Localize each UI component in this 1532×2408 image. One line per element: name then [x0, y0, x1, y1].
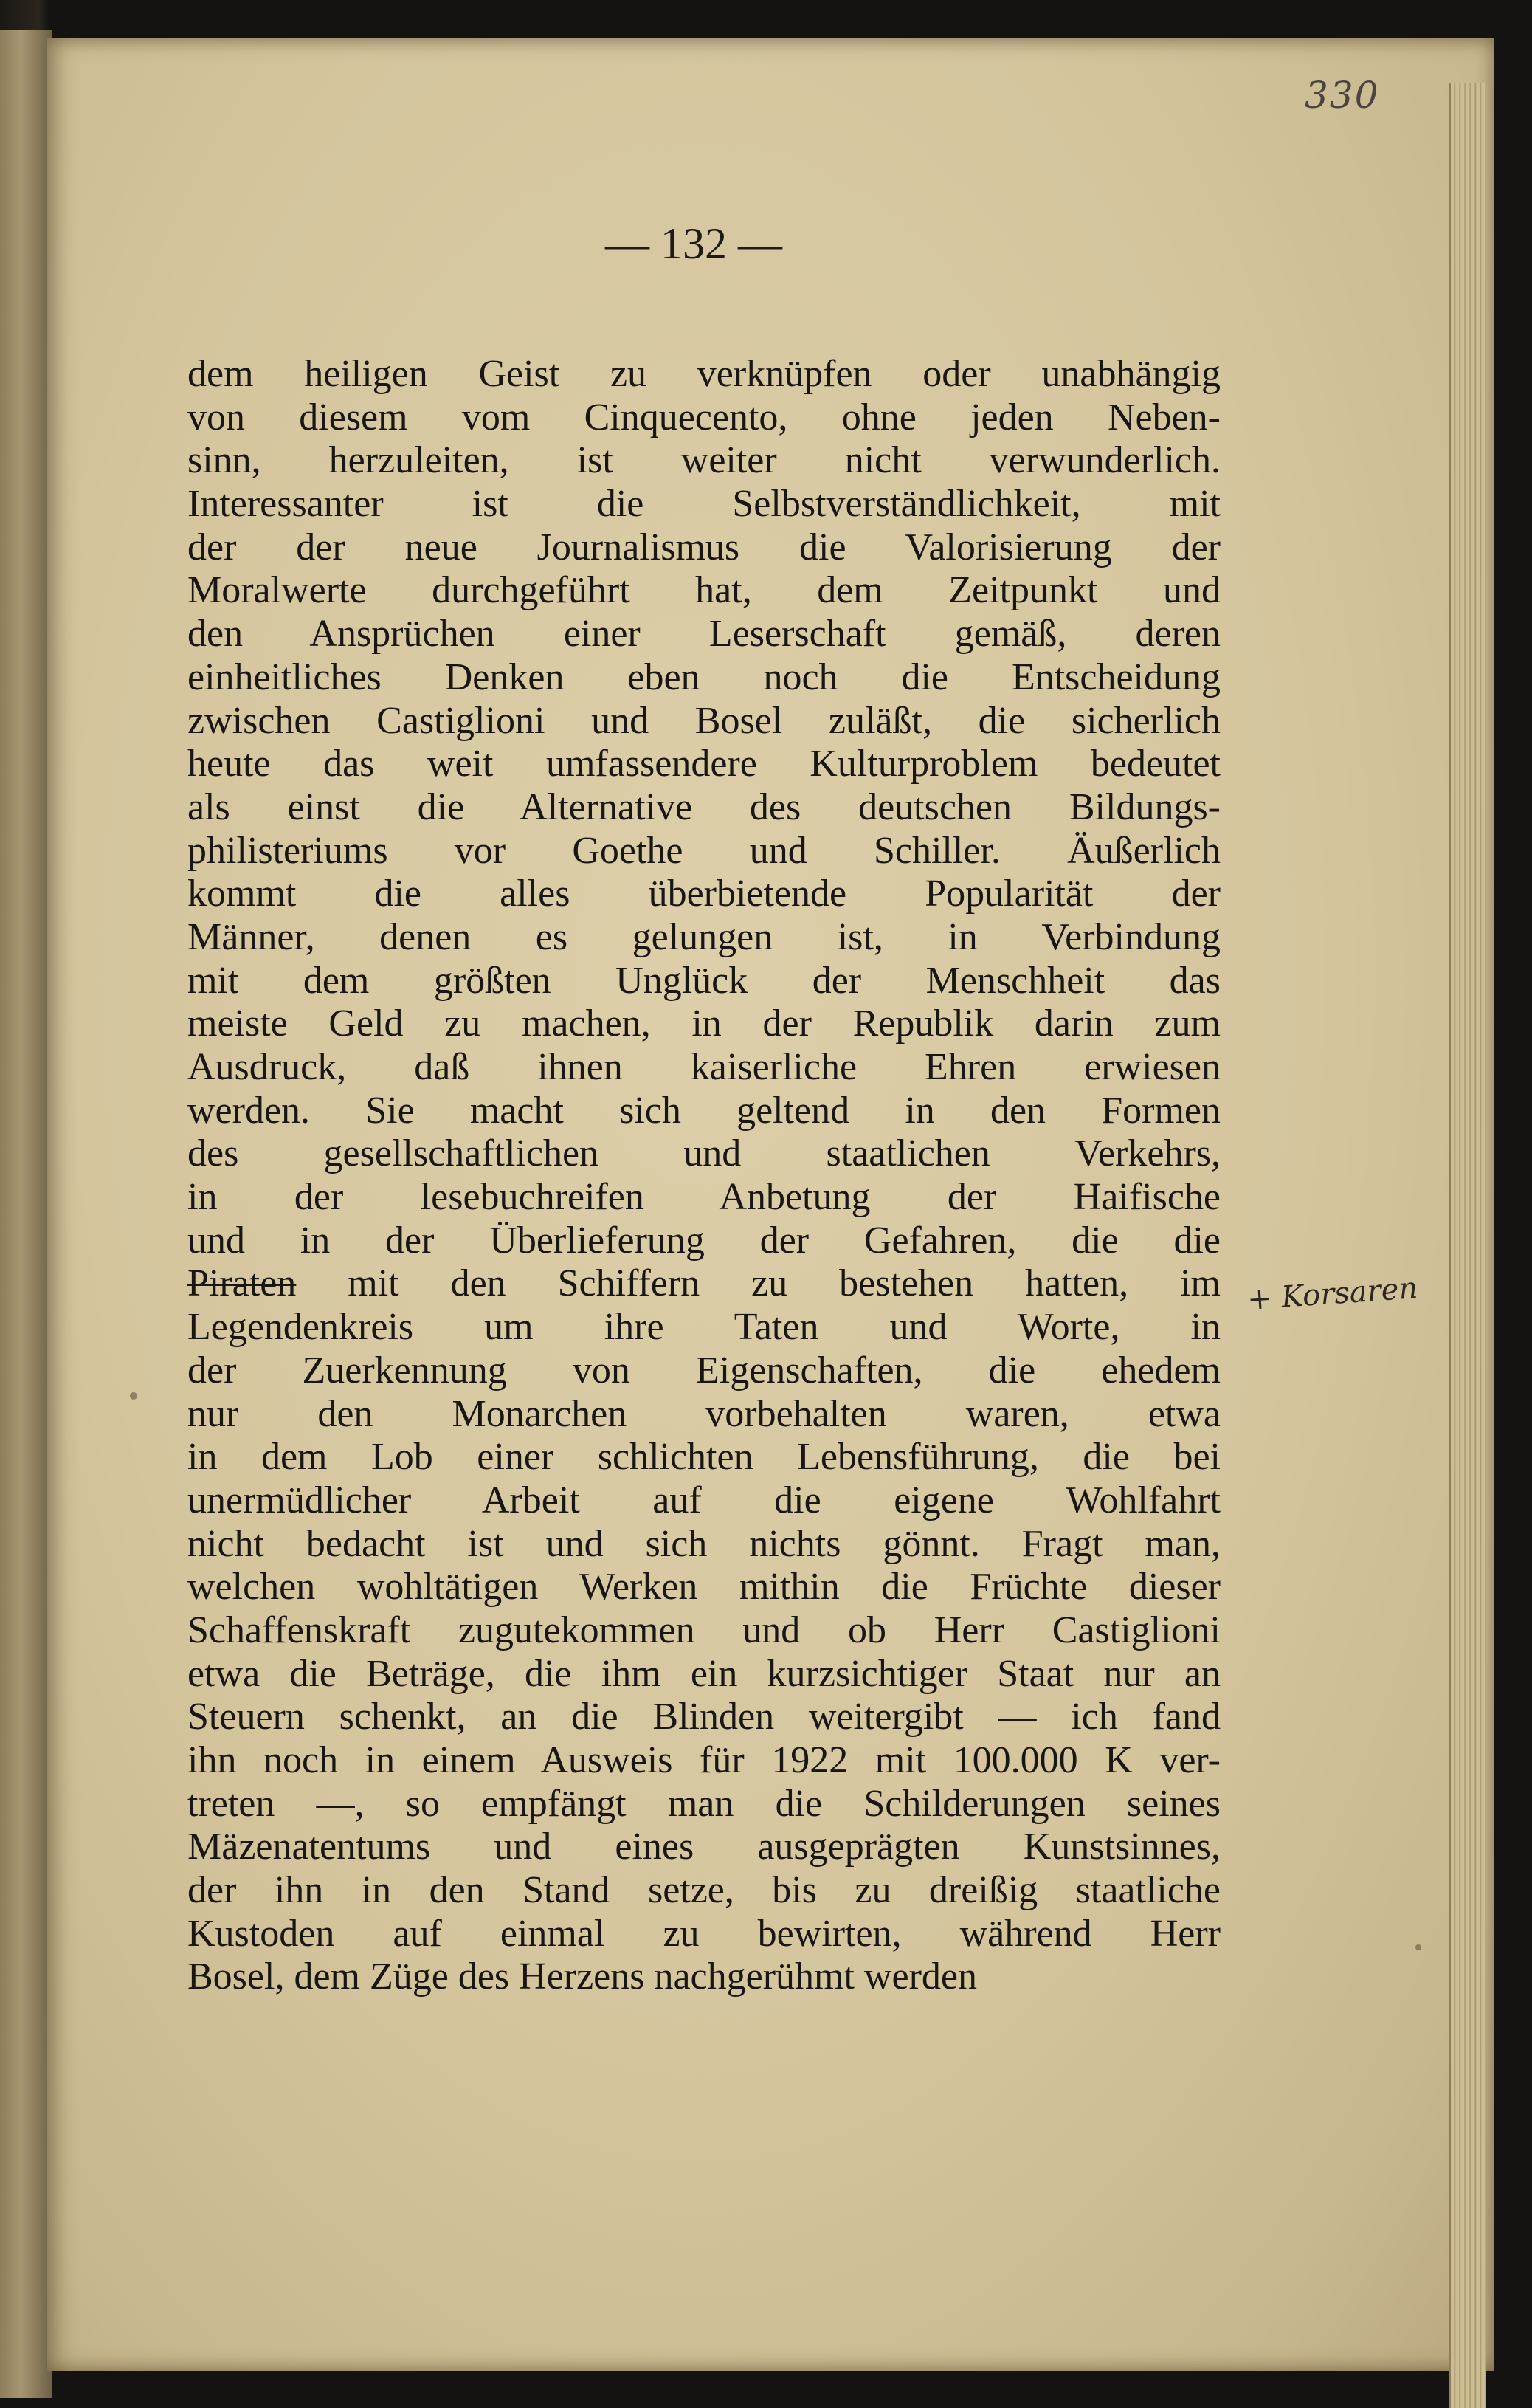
text-line-content: philisteriums vor Goethe und Schiller. Äußerlich: [187, 829, 1221, 872]
text-line: [187, 439, 1221, 483]
text-line: [187, 1176, 1221, 1220]
text-line-content: Steuern schenkt, an die Blinden weitergibt — ich fand: [187, 1696, 1221, 1738]
text-line: [187, 656, 1221, 700]
paper-speck: [1415, 1944, 1421, 1950]
page-number: — 132 —: [605, 219, 782, 268]
paper-speck: [130, 1392, 137, 1400]
text-line-content: Ausdruck, daß ihnen kaiserliche Ehren erwiesen: [187, 1046, 1221, 1088]
text-line-content: einheitliches Denken eben noch die Entscheidung: [187, 656, 1221, 698]
text-line-content: welchen wohltätigen Werken mithin die Früchte dieser: [187, 1566, 1221, 1609]
text-line-content: der der neue Journalismus die Valorisierung der: [187, 526, 1221, 568]
body-text: [187, 353, 1221, 1999]
text-line: [187, 700, 1221, 743]
text-line: [187, 396, 1221, 440]
text-line: [187, 1739, 1221, 1783]
text-line-content: meiste Geld zu machen, in der Republik darin zum: [187, 1002, 1221, 1045]
text-line: [187, 1696, 1221, 1739]
text-line: [187, 1220, 1221, 1263]
text-line: [187, 1046, 1221, 1090]
text-line-content: des gesellschaftlichen und staatlichen Verkehrs,: [187, 1132, 1221, 1175]
text-line: [187, 1436, 1221, 1479]
text-line-content: Legendenkreis um ihre Taten und Worte, in: [187, 1306, 1221, 1349]
text-line: [187, 613, 1221, 656]
text-line-content: zwischen Castiglioni und Bosel zuläßt, die sicherlich: [187, 699, 1221, 742]
text-line: [187, 1913, 1221, 1956]
text-line: [187, 1609, 1221, 1653]
text-line-content: und in der Überlieferung der Gefahren, die die: [187, 1219, 1221, 1262]
text-line: [187, 526, 1221, 570]
handwritten-margin-note: + Korsaren: [1246, 1270, 1419, 1318]
text-line: [187, 786, 1221, 830]
text-line-content: der Zuerkennung von Eigenschaften, die ehedem: [187, 1349, 1221, 1392]
text-line-content: werden. Sie macht sich geltend in den Formen: [187, 1089, 1221, 1132]
text-line-content: mit dem größten Unglück der Menschheit das: [187, 959, 1221, 1002]
text-line-content: dem heiligen Geist zu verknüpfen oder unabhängig: [187, 353, 1221, 395]
text-line-content: etwa die Beträge, die ihm ein kurzsichtiger Staat nur an: [187, 1652, 1221, 1695]
text-line-content: Interessanter ist die Selbstverständlichkeit, mit: [187, 483, 1221, 526]
text-line-content: kommt die alles überbietende Popularität der: [187, 873, 1221, 915]
text-line: [187, 916, 1221, 960]
text-line-content: den Ansprüchen einer Leserschaft gemäß, deren: [187, 613, 1221, 656]
text-line-content: der ihn in den Stand setze, bis zu dreißig staatliche: [187, 1869, 1221, 1912]
text-line-content: als einst die Alternative des deutschen Bildungs-: [187, 785, 1221, 828]
text-line: [187, 1090, 1221, 1133]
text-line-content: von diesem vom Cinquecento, ohne jeden Neben-: [187, 396, 1221, 438]
page-stack-edge: [1449, 83, 1486, 2408]
text-line: [187, 569, 1221, 613]
text-line: [187, 1523, 1221, 1566]
text-line: [187, 1783, 1221, 1826]
text-line: [187, 1869, 1221, 1913]
text-line: [187, 1349, 1221, 1393]
text-line-content: treten —, so empfängt man die Schilderungen seines: [187, 1782, 1221, 1825]
text-line: [187, 353, 1221, 396]
text-line-content: unermüdlicher Arbeit auf die eigene Wohlfahrt: [187, 1479, 1221, 1521]
text-line: [187, 960, 1221, 1003]
pencil-folio-number: 330: [1305, 74, 1380, 117]
text-line: [187, 1306, 1221, 1349]
text-line-content: nur den Monarchen vorbehalten waren, etwa: [187, 1392, 1221, 1435]
text-line: [187, 873, 1221, 916]
text-line-content: Kustoden auf einmal zu bewirten, während Herr: [187, 1912, 1221, 1955]
text-line-content: sinn, herzuleiten, ist weiter nicht verwunderlich.: [187, 439, 1221, 482]
text-line-content: Schaffenskraft zugutekommen und ob Herr Castiglioni: [187, 1609, 1221, 1651]
text-line-content: Männer, denen es gelungen ist, in Verbindung: [187, 915, 1221, 958]
text-line: [187, 483, 1221, 526]
text-line-content: nicht bedacht ist und sich nichts gönnt. Fragt man,: [187, 1522, 1221, 1565]
text-line-content: in der lesebuchreifen Anbetung der Haifische: [187, 1176, 1221, 1219]
text-line: [187, 1002, 1221, 1046]
text-line: [187, 1653, 1221, 1696]
text-line: [187, 1132, 1221, 1176]
text-line: [187, 830, 1221, 873]
text-line-content: ihn noch in einem Ausweis für 1922 mit 100.000 K ver-: [187, 1739, 1221, 1781]
text-line: [187, 1955, 1221, 1999]
text-line: [187, 1826, 1221, 1869]
text-line-content: in dem Lob einer schlichten Lebensführung, die bei: [187, 1436, 1221, 1479]
text-line-content: mit den Schiffern zu bestehen hatten, im: [296, 1262, 1221, 1305]
text-line: [187, 1479, 1221, 1523]
text-line-content: Bosel, dem Züge des Herzens nachgerühmt werden: [187, 1955, 977, 1998]
text-line: [187, 1393, 1221, 1437]
previous-page-edge: [0, 30, 52, 2398]
text-line: [187, 1262, 1221, 1306]
struck-word: Piraten: [187, 1262, 297, 1305]
text-line: [187, 1566, 1221, 1609]
text-line: [187, 743, 1221, 786]
text-line-content: Mäzenatentums und eines ausgeprägten Kunstsinnes,: [187, 1826, 1221, 1868]
text-line-content: heute das weit umfassendere Kulturproblem bedeutet: [187, 743, 1221, 785]
text-line-content: Moralwerte durchgeführt hat, dem Zeitpunkt und: [187, 569, 1221, 612]
